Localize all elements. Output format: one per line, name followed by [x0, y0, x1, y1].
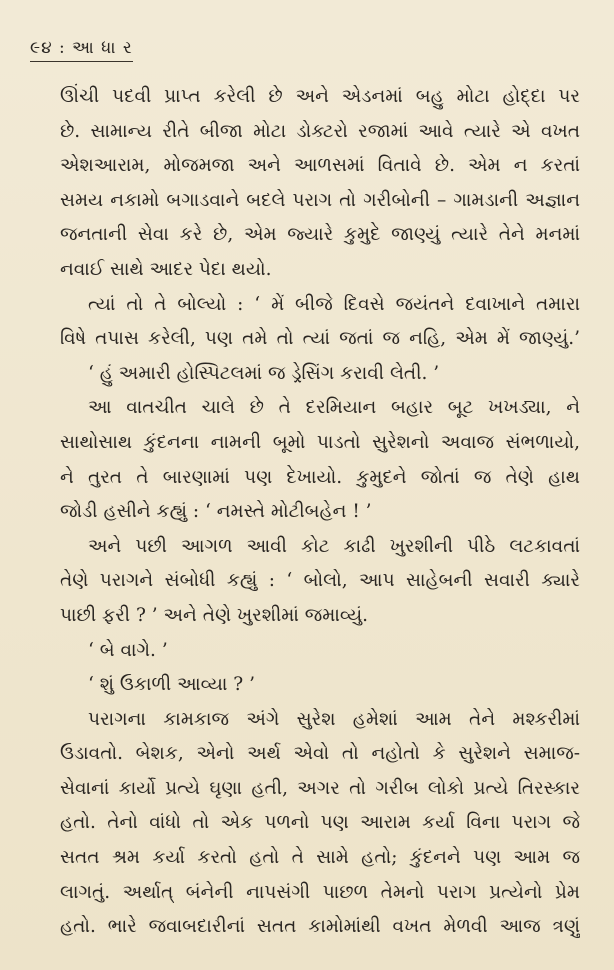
text-line: છે. સામાન્ય રીતે બીજા મોટા ડોક્ટરો રજામાં આવે ત્યારે એ વખત	[60, 120, 580, 142]
text-line: જનતાની સેવા કરે છે, એમ જ્યારે કુમુદે જાણ્યું ત્યારે તેને મનમાં	[60, 224, 580, 246]
text-line: એશઆરામ, મોજમજા અને આળસમાં વિતાવે છે. એમ ન કરતાં	[60, 155, 580, 177]
text-line: લાગતું. અર્થાત્ બંનેની નાપસંગી પાછળ તેમનો પરાગ પ્રત્યેનો પ્રેમ	[60, 881, 580, 903]
text-line: ‘ હું અમારી હોસ્પિટલમાં જ ડ્રેસિંગ કરાવી લેતી. ’	[88, 362, 440, 384]
text-line: ‘ બે વાગે. ’	[88, 639, 168, 661]
text-line: પાછી ફરી ? ’ અને તેણે ખુરશીમાં જમાવ્યું.	[60, 604, 369, 626]
text-line: સાથોસાથ કુંદનના નામની બૂમો પાડતો સુરેશનો અવાજ સંભળાયો,	[60, 431, 580, 453]
text-line: જોડી હસીને કહ્યું : ‘ નમસ્તે મોટીબહેન ! ’	[60, 501, 372, 523]
text-line: સમય નકામો બગાડવાને બદલે પરાગ તો ગરીબોની – ગામડાની અજ્ઞાન	[60, 189, 580, 211]
body-text	[60, 80, 580, 945]
text-line: તેણે પરાગને સંબોધી કહ્યું : ‘ બોલો, આપ સાહેબની સવારી ક્યારે	[60, 570, 580, 592]
text-line: ઊંચી પદવી પ્રાપ્ત કરેલી છે અને એડનમાં બહુ મોટા હોદ્દા પર	[60, 86, 580, 107]
text-line: હતો. તેનો વાંધો તો એક પળનો પણ આરામ કર્યા વિના પરાગ જે	[60, 812, 580, 834]
running-head: ૯૪ : આ ધા ર	[30, 38, 133, 62]
text-line: સેવાનાં કાર્યો પ્રત્યે ઘૃણા હતી, અગર તો ગરીબ લોકો પ્રત્યે તિરસ્કાર	[60, 777, 580, 799]
text-line: સતત શ્રમ કર્યા કરતો હતો તે સામે હતો; કુંદનને પણ આમ જ	[60, 847, 580, 869]
text-line: અને પછી આગળ આવી કોટ કાઢી ખુરશીની પીઠે લટકાવતાં	[88, 535, 580, 557]
text-line: હતો. ભારે જવાબદારીનાં સતત કામોમાંથી વખત મેળવી આજ ત્રણું	[60, 916, 580, 938]
text-line: ઉડાવતો. બેશક, એનો અર્થ એવો તો નહોતો કે સુરેશને સમાજ-	[60, 743, 580, 765]
text-line: વિષે તપાસ કરેલી, પણ તમે તો ત્યાં જતાં જ નહિ, એમ મેં જાણ્યું.’	[60, 328, 580, 350]
text-line: ત્યાં તો તે બોલ્યો : ‘ મેં બીજે દિવસે જયંતને દવાખાને તમારા	[88, 293, 580, 315]
text-line: ને તુરત તે બારણામાં પણ દેખાયો. કુમુદને જોતાં જ તેણે હાથ	[60, 466, 580, 488]
text-line: પરાગના કામકાજ અંગે સુરેશ હમેશાં આમ તેને મશ્કરીમાં	[88, 708, 580, 730]
text-line: નવાઈ સાથે આદર પેદા થયો.	[60, 258, 272, 280]
text-line: ‘ શું ઉકાળી આવ્યા ? ’	[88, 674, 255, 696]
text-line: આ વાતચીત ચાલે છે તે દરમિયાન બહાર બૂટ ખખડ્યા, ને	[88, 397, 580, 419]
